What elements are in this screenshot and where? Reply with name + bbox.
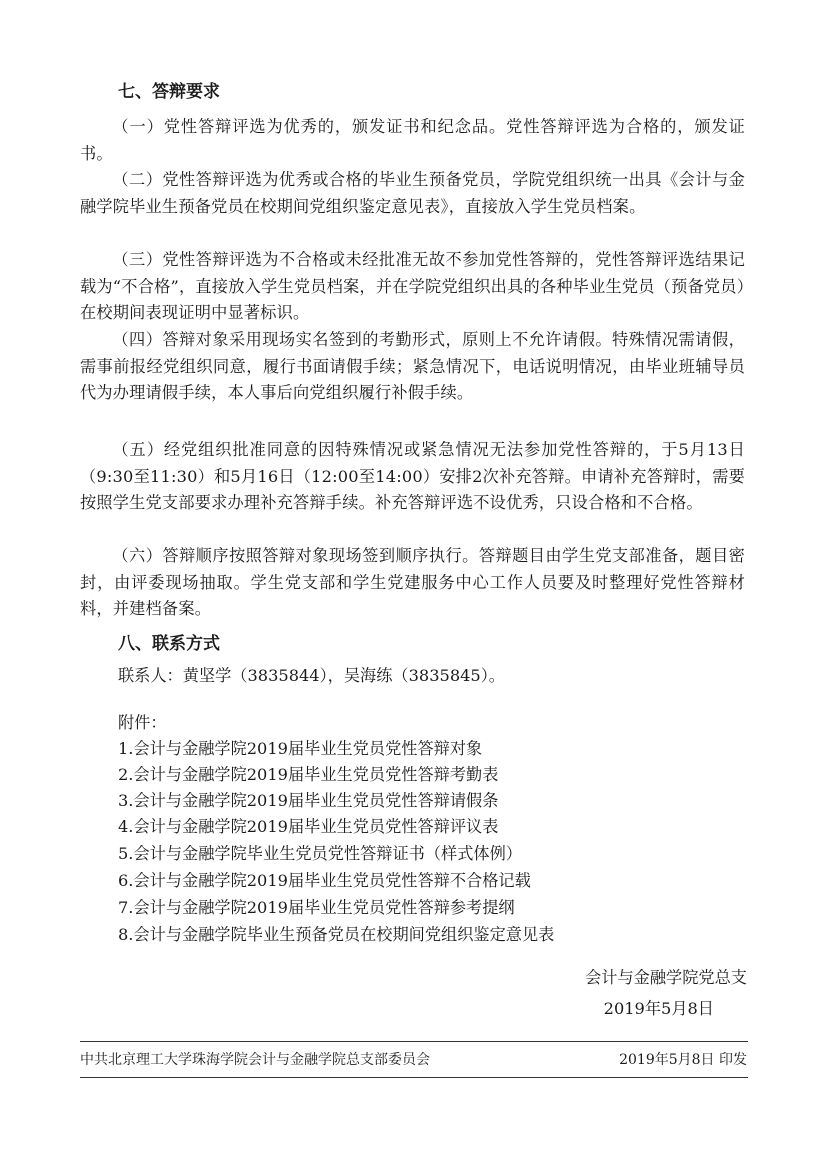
attachment-item: 6.会计与金融学院2019届毕业生党员党性答辩不合格记载 — [118, 871, 531, 890]
section-7-paragraph-6: （六）答辩顺序按照答辩对象现场签到顺序执行。答辩题目由学生党支部准备，题目密封，由评委现场抽取。学生党支部和学生党建服务中心工作人员要及时整理好党性答辩材料，并建档备案。 — [80, 546, 745, 619]
contact-line: 联系人：黄坚学（3835844），吴海练（3835845）。 — [118, 666, 505, 685]
section-7-heading: 七、答辩要求 — [118, 82, 220, 102]
signature-organization: 会计与金融学院党总支 — [585, 968, 747, 987]
attachments-label: 附件： — [118, 713, 167, 732]
section-7-paragraph-3: （三）党性答辩评选为不合格或未经批准无故不参加党性答辩的，党性答辩评选结果记载为“不合格”，直接放入学生党员档案，并在学院党组织出具的各种毕业生党员（预备党员）在校期间表现证明中显著标识。 — [80, 250, 745, 323]
signature-date: 2019年5月8日 — [603, 999, 714, 1018]
attachment-item: 7.会计与金融学院2019届毕业生党员党性答辩参考提纲 — [118, 898, 515, 917]
section-8-heading: 八、联系方式 — [118, 634, 220, 654]
attachment-item: 1.会计与金融学院2019届毕业生党员党性答辩对象 — [118, 739, 483, 758]
attachment-item: 4.会计与金融学院2019届毕业生党员党性答辩评议表 — [118, 817, 499, 836]
section-7-paragraph-5: （五）经党组织批准同意的因特殊情况或紧急情况无法参加党性答辩的，于5月13日（9:30至11:30）和5月16日（12:00至14:00）安排2次补充答辩。申请补充答辩时，需要按照学生党支部要求办理补充答辩手续。补充答辩评选不设优秀，只设合格和不合格。 — [80, 440, 745, 513]
attachment-item: 8.会计与金融学院毕业生预备党员在校期间党组织鉴定意见表 — [118, 925, 555, 944]
section-7-paragraph-4: （四）答辩对象采用现场实名签到的考勤形式，原则上不允许请假。特殊情况需请假，需事前报经党组织同意，履行书面请假手续；紧急情况下，电话说明情况，由毕业班辅导员代为办理请假手续，本人事后向党组织履行补假手续。 — [80, 330, 745, 403]
section-7-paragraph-2: （二）党性答辩评选为优秀或合格的毕业生预备党员，学院党组织统一出具《会计与金融学院毕业生预备党员在校期间党组织鉴定意见表》，直接放入学生党员档案。 — [80, 170, 745, 216]
footer-issuer: 中共北京理工大学珠海学院会计与金融学院总支部委员会 — [80, 1052, 430, 1068]
section-7-paragraph-1: （一）党性答辩评选为优秀的，颁发证书和纪念品。党性答辩评选为合格的，颁发证书。 — [80, 117, 745, 163]
attachment-item: 2.会计与金融学院2019届毕业生党员党性答辩考勤表 — [118, 765, 499, 784]
attachment-item: 5.会计与金融学院毕业生党员党性答辩证书（样式体例） — [118, 844, 522, 863]
footer-print-date: 2019年5月8日 印发 — [619, 1052, 747, 1068]
footer-top-rule — [80, 1041, 748, 1042]
footer-bottom-rule — [80, 1077, 748, 1078]
attachment-item: 3.会计与金融学院2019届毕业生党员党性答辩请假条 — [118, 791, 499, 810]
